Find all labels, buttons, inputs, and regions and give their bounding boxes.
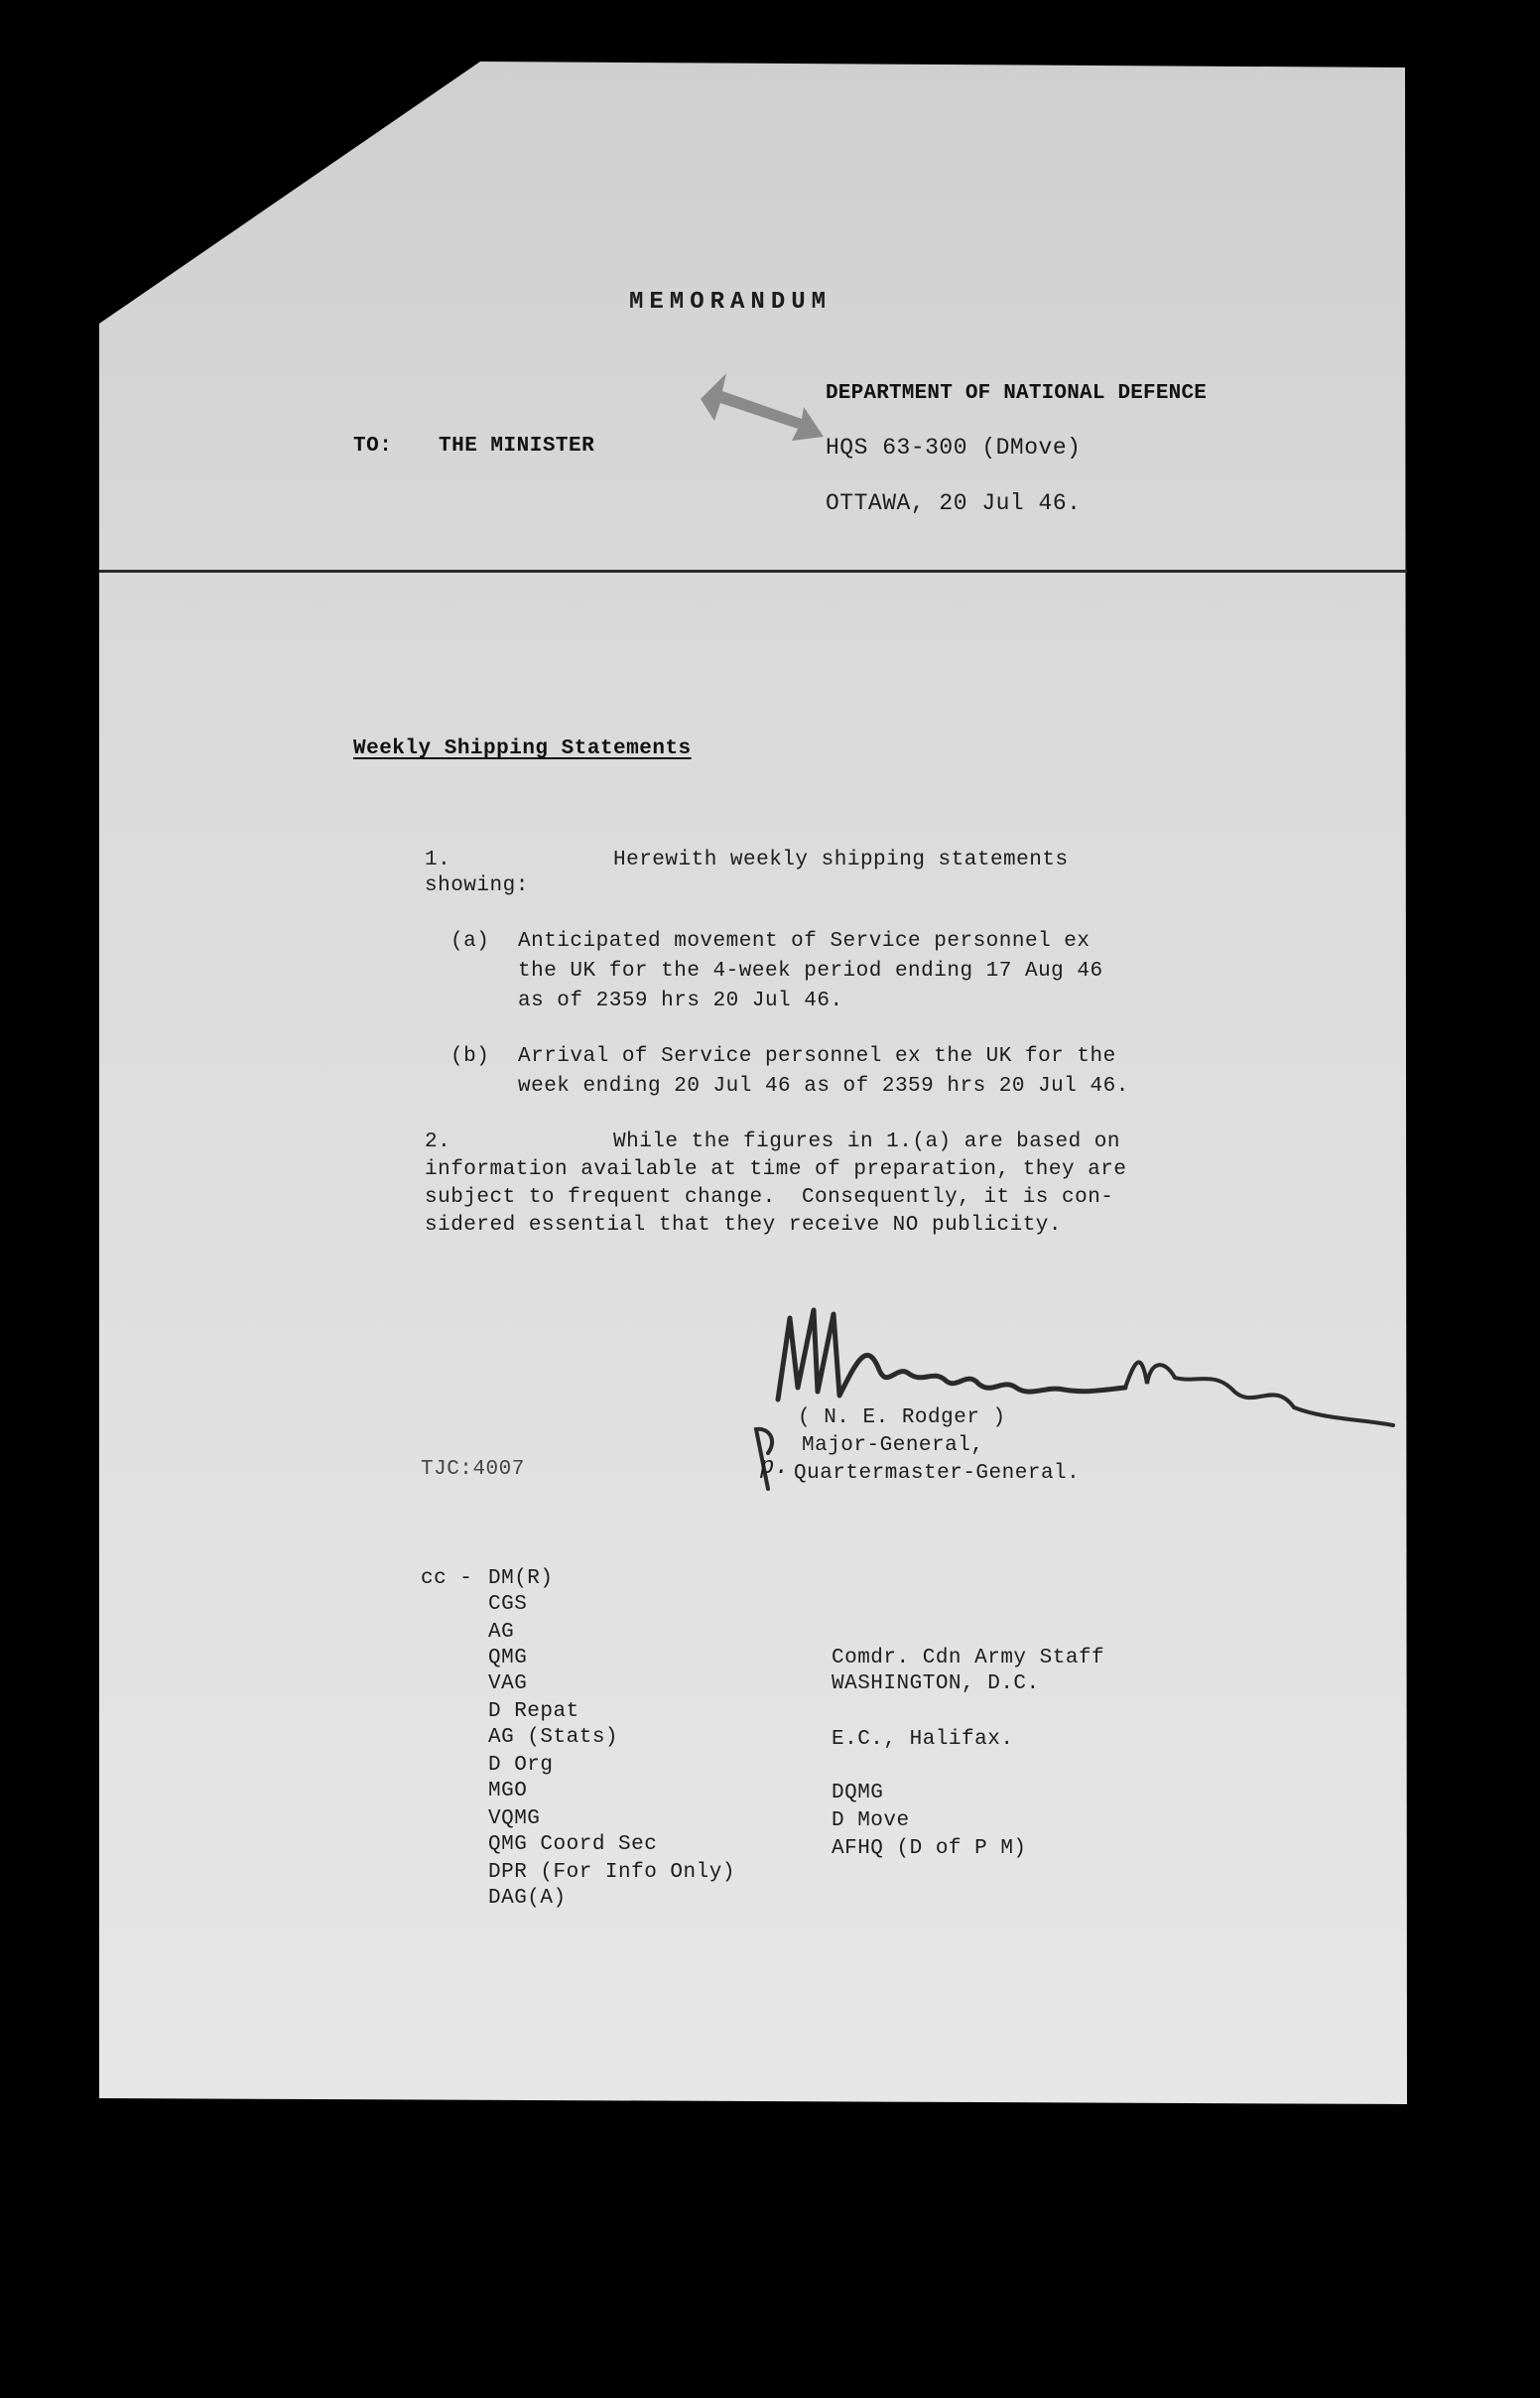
para2-line: sidered essential that they receive NO publicity. [425, 1214, 1063, 1237]
cc-item: AFHQ (D of P M) [832, 1837, 1027, 1860]
cc-item: CGS [488, 1593, 528, 1616]
subject-heading: Weekly Shipping Statements [353, 737, 692, 760]
to-value: THE MINISTER [439, 435, 595, 458]
item-a-line: Anticipated movement of Service personnel ex [518, 930, 1091, 953]
item-b-line: Arrival of Service personnel ex the UK for the [518, 1045, 1116, 1068]
signatory-name: ( N. E. Rodger ) [798, 1406, 1006, 1429]
to-label: TO: [353, 435, 393, 458]
cc-item: D Repat [488, 1700, 579, 1723]
cc-item: VAG [488, 1672, 528, 1695]
memo-title: MEMORANDUM [629, 289, 833, 316]
item-a-line: the UK for the 4-week period ending 17 Aug 46 [518, 960, 1103, 983]
para2-line: information available at time of preparation, they are [425, 1158, 1127, 1181]
cc-item: AG (Stats) [488, 1726, 619, 1749]
cc-item: WASHINGTON, D.C. [832, 1672, 1040, 1695]
item-b-label: (b) [450, 1045, 490, 1068]
item-a-label: (a) [450, 930, 490, 953]
place-date: OTTAWA, 20 Jul 46. [826, 490, 1082, 516]
cc-item: DQMG [832, 1782, 884, 1804]
para2-number: 2. [425, 1131, 451, 1153]
header-rule [99, 570, 1407, 573]
cc-item: E.C., Halifax. [832, 1728, 1014, 1751]
cc-item: Comdr. Cdn Army Staff [832, 1647, 1105, 1669]
cc-item: D Org [488, 1754, 554, 1777]
item-a-line: as of 2359 hrs 20 Jul 46. [518, 990, 843, 1012]
cc-item: MGO [488, 1780, 528, 1802]
reference-number: TJC:4007 [421, 1458, 525, 1481]
file-reference: HQS 63-300 (DMove) [826, 435, 1082, 461]
para2-line: While the figures in 1.(a) are based on [613, 1131, 1120, 1153]
cc-item: QMG [488, 1647, 528, 1669]
para2-line: subject to frequent change. Consequently, it is con- [425, 1186, 1114, 1209]
cc-item: DPR (For Info Only) [488, 1861, 735, 1884]
signatory-rank: Major-General, [802, 1434, 984, 1457]
cc-item: DAG(A) [488, 1887, 567, 1910]
department-name: DEPARTMENT OF NATIONAL DEFENCE [826, 382, 1208, 405]
item-b-line: week ending 20 Jul 46 as of 2359 hrs 20 Jul 46. [518, 1075, 1129, 1098]
cc-label: cc - [421, 1567, 473, 1590]
per-procurationem: p. [760, 1454, 790, 1481]
para1-line: Herewith weekly shipping statements [613, 849, 1069, 871]
signatory-title: Quartermaster-General. [794, 1462, 1081, 1485]
cc-item: DM(R) [488, 1567, 554, 1590]
cc-item: VQMG [488, 1807, 541, 1830]
cc-item: QMG Coord Sec [488, 1833, 658, 1856]
cc-item: D Move [832, 1809, 910, 1832]
cc-item: AG [488, 1621, 515, 1644]
para1-line: showing: [425, 874, 529, 897]
para1-number: 1. [425, 849, 451, 871]
arrow-stamp-icon [701, 369, 824, 449]
